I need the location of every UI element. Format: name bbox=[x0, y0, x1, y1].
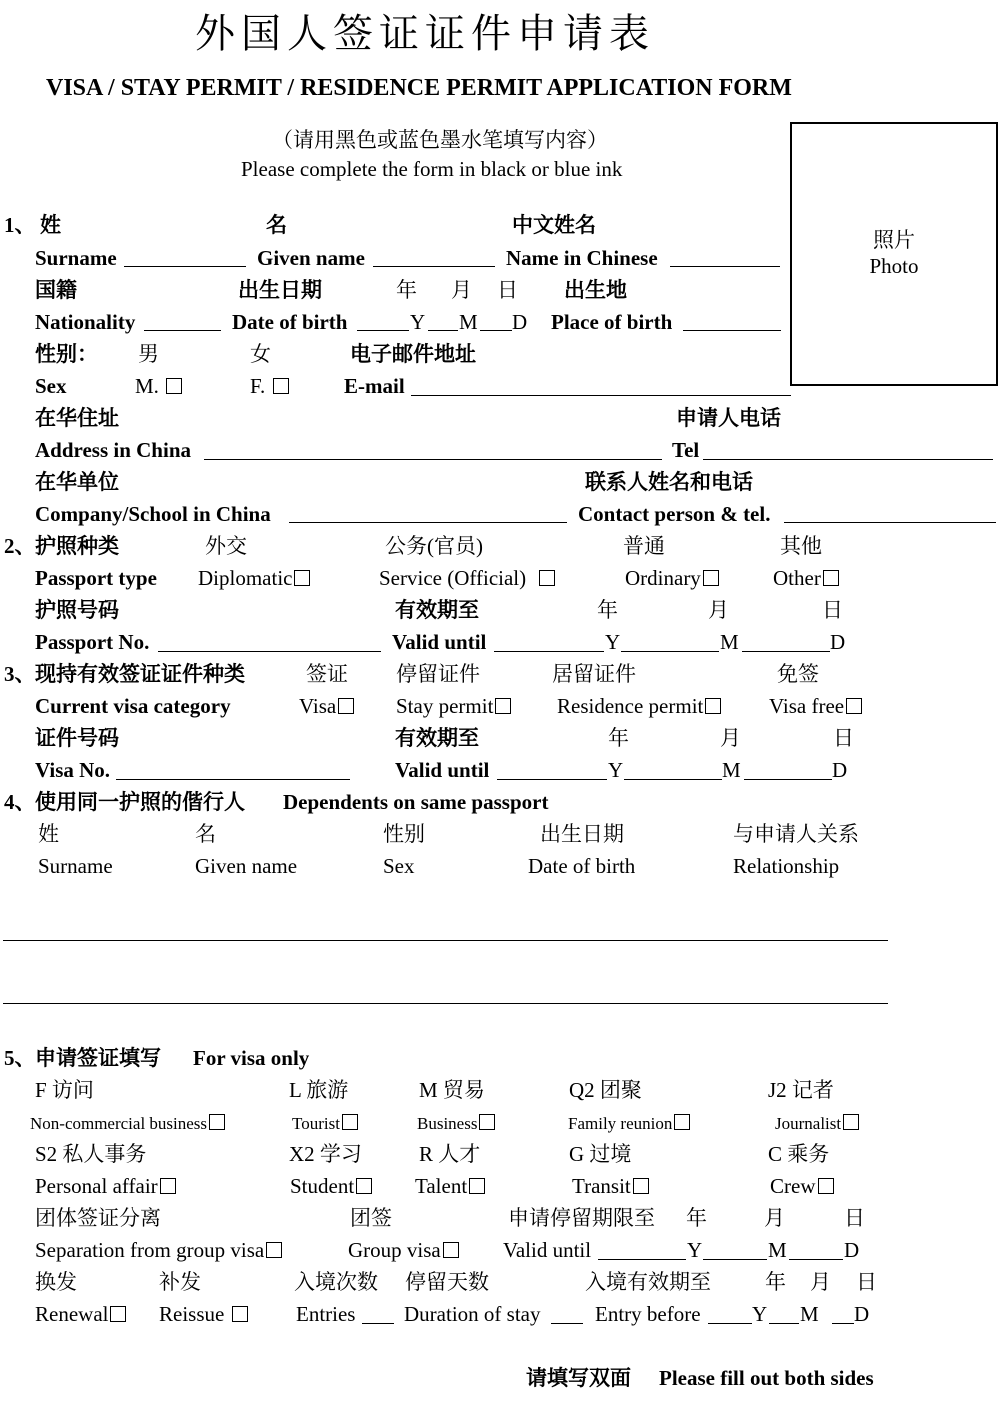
visa-only-title-cn: 申请签证填写 bbox=[35, 1046, 161, 1070]
chinese-name-label-cn: 中文姓名 bbox=[512, 213, 596, 237]
pob-label: Place of birth bbox=[551, 310, 673, 334]
m-visa-checkbox[interactable] bbox=[479, 1114, 495, 1130]
stay-m: M bbox=[768, 1238, 787, 1262]
q2-visa-option[interactable] bbox=[568, 1114, 690, 1132]
c-visa-checkbox[interactable] bbox=[818, 1178, 834, 1194]
surname-label: Surname bbox=[35, 246, 117, 270]
contact-label-cn: 联系人姓名和电话 bbox=[585, 470, 753, 494]
diplomatic-option[interactable] bbox=[198, 568, 310, 589]
visa-category-label-cn: 现持有效签证证件种类 bbox=[35, 662, 245, 686]
dep-surname-label: Surname bbox=[38, 854, 113, 878]
r-talent-cn: R 人才 bbox=[419, 1142, 481, 1166]
service-label: Service (Official) bbox=[379, 566, 527, 590]
sex-label: Sex bbox=[35, 374, 67, 398]
passport-valid-label-cn: 有效期至 bbox=[395, 598, 479, 622]
visa-label: Visa bbox=[299, 694, 337, 718]
visa-m: M bbox=[722, 758, 741, 782]
q2-family-cn: Q2 团聚 bbox=[569, 1078, 642, 1102]
section-3-number: 3、 bbox=[4, 662, 36, 686]
instruction-chinese: （请用黑色或蓝色墨水笔填写内容） bbox=[272, 128, 608, 152]
other-label: Other bbox=[773, 566, 821, 590]
residence-permit-option[interactable] bbox=[557, 696, 721, 717]
m-visa-label: Business bbox=[417, 1114, 478, 1133]
nationality-field[interactable] bbox=[144, 330, 221, 331]
male-label: M. bbox=[135, 374, 159, 398]
group-separation-cn: 团体签证分离 bbox=[35, 1206, 161, 1230]
passport-no-field[interactable] bbox=[158, 651, 381, 652]
visa-no-field[interactable] bbox=[116, 779, 350, 780]
address-label: Address in China bbox=[35, 438, 192, 462]
passport-type-label: Passport type bbox=[35, 566, 157, 590]
entry-d: D bbox=[854, 1302, 870, 1326]
s2-personal-cn: S2 私人事务 bbox=[35, 1142, 147, 1166]
visa-valid-year-field[interactable] bbox=[497, 779, 607, 780]
group-separation-checkbox[interactable] bbox=[266, 1242, 282, 1258]
diplomatic-label: Diplomatic bbox=[198, 566, 293, 590]
ordinary-label-cn: 普通 bbox=[623, 534, 665, 558]
service-label-cn: 公务(官员) bbox=[385, 534, 483, 558]
entries-field[interactable] bbox=[362, 1323, 394, 1324]
dep-relationship-label-cn: 与申请人关系 bbox=[733, 822, 859, 846]
visa-year-cn: 年 bbox=[608, 726, 629, 750]
contact-label: Contact person & tel. bbox=[578, 502, 771, 526]
passport-valid-month-field[interactable] bbox=[621, 651, 719, 652]
dob-month-field[interactable] bbox=[428, 330, 458, 331]
entries-label: Entries bbox=[296, 1302, 356, 1326]
renewal-label: Renewal bbox=[35, 1302, 109, 1326]
reissue-cn: 补发 bbox=[159, 1270, 201, 1294]
g-visa-checkbox[interactable] bbox=[633, 1178, 649, 1194]
surname-field[interactable] bbox=[124, 266, 246, 267]
passport-y: Y bbox=[605, 630, 621, 654]
male-option[interactable] bbox=[135, 376, 182, 397]
renewal-cn: 换发 bbox=[35, 1270, 77, 1294]
duration-field[interactable] bbox=[551, 1323, 583, 1324]
ordinary-option[interactable] bbox=[625, 568, 719, 589]
passport-year-cn: 年 bbox=[597, 598, 618, 622]
entry-year-field[interactable] bbox=[708, 1323, 752, 1324]
c-crew-cn: C 乘务 bbox=[768, 1142, 830, 1166]
visa-day-cn: 日 bbox=[833, 726, 854, 750]
photo-label-chinese: 照片 bbox=[873, 228, 915, 252]
visa-valid-month-field[interactable] bbox=[624, 779, 722, 780]
given-name-field[interactable] bbox=[373, 266, 495, 267]
ordinary-label: Ordinary bbox=[625, 566, 701, 590]
stay-permit-label-cn: 停留证件 bbox=[396, 662, 480, 686]
stay-permit-label: Stay permit bbox=[396, 694, 494, 718]
x2-visa-checkbox[interactable] bbox=[356, 1178, 372, 1194]
dep-dob-label: Date of birth bbox=[528, 854, 636, 878]
contact-field[interactable] bbox=[784, 522, 996, 523]
passport-valid-label: Valid until bbox=[392, 630, 487, 654]
stay-year-cn: 年 bbox=[686, 1206, 707, 1230]
dob-label: Date of birth bbox=[232, 310, 348, 334]
visa-no-label: Visa No. bbox=[35, 758, 111, 782]
group-visa-label: Group visa bbox=[348, 1238, 441, 1262]
entry-y: Y bbox=[752, 1302, 768, 1326]
j2-visa-label: Journalist bbox=[775, 1114, 842, 1133]
visa-free-option[interactable] bbox=[769, 696, 862, 717]
j2-journalist-cn: J2 记者 bbox=[768, 1078, 834, 1102]
form-title-english: VISA / STAY PERMIT / RESIDENCE PERMIT APPLICATION FORM bbox=[46, 75, 792, 101]
nationality-label-cn: 国籍 bbox=[35, 278, 77, 302]
dep-sex-label-cn: 性别 bbox=[383, 822, 425, 846]
stay-month-field[interactable] bbox=[703, 1259, 767, 1260]
passport-d: D bbox=[830, 630, 846, 654]
company-label-cn: 在华单位 bbox=[35, 470, 119, 494]
group-visa-checkbox[interactable] bbox=[443, 1242, 459, 1258]
stay-until-cn: 申请停留期限至 bbox=[508, 1206, 655, 1230]
stay-d: D bbox=[844, 1238, 860, 1262]
s2-visa-checkbox[interactable] bbox=[160, 1178, 176, 1194]
r-visa-checkbox[interactable] bbox=[469, 1178, 485, 1194]
visa-no-label-cn: 证件号码 bbox=[35, 726, 119, 750]
passport-month-cn: 月 bbox=[708, 598, 729, 622]
stay-year-field[interactable] bbox=[598, 1259, 686, 1260]
reissue-checkbox[interactable] bbox=[232, 1306, 248, 1322]
visa-d: D bbox=[832, 758, 848, 782]
section-2-number: 2、 bbox=[4, 534, 36, 558]
instruction-english: Please complete the form in black or blue ink bbox=[241, 157, 623, 181]
f-visa-option[interactable] bbox=[30, 1114, 225, 1132]
dob-day-cn: 日 bbox=[497, 278, 518, 302]
address-field[interactable] bbox=[204, 459, 662, 460]
ordinary-checkbox[interactable] bbox=[703, 570, 719, 586]
stay-day-cn: 日 bbox=[844, 1206, 865, 1230]
passport-no-label-cn: 护照号码 bbox=[35, 598, 119, 622]
group-separation-label: Separation from group visa bbox=[35, 1238, 265, 1262]
chinese-name-label: Name in Chinese bbox=[506, 246, 658, 270]
m-business-cn: M 贸易 bbox=[419, 1078, 485, 1102]
stay-valid-label: Valid until bbox=[503, 1238, 592, 1262]
other-label-cn: 其他 bbox=[780, 534, 822, 558]
visa-free-label: Visa free bbox=[769, 694, 845, 718]
service-option[interactable] bbox=[379, 568, 555, 589]
dob-year-field[interactable] bbox=[357, 330, 409, 331]
l-visa-option[interactable] bbox=[292, 1114, 358, 1132]
group-visa-option[interactable] bbox=[348, 1240, 459, 1261]
visa-free-label-cn: 免签 bbox=[777, 662, 819, 686]
section-5-number: 5、 bbox=[4, 1046, 36, 1070]
l-visa-label: Tourist bbox=[292, 1114, 340, 1133]
visa-valid-label: Valid until bbox=[395, 758, 490, 782]
entry-day-cn: 日 bbox=[856, 1270, 877, 1294]
passport-m: M bbox=[720, 630, 739, 654]
c-visa-option[interactable] bbox=[770, 1176, 834, 1197]
visa-valid-day-field[interactable] bbox=[744, 779, 832, 780]
address-label-cn: 在华住址 bbox=[35, 406, 119, 430]
passport-valid-day-field[interactable] bbox=[742, 651, 830, 652]
s2-visa-label: Personal affair bbox=[35, 1174, 158, 1198]
given-name-label-cn: 名 bbox=[266, 213, 287, 237]
s2-visa-option[interactable] bbox=[35, 1176, 176, 1197]
q2-visa-label: Family reunion bbox=[568, 1114, 673, 1133]
stay-month-cn: 月 bbox=[764, 1206, 785, 1230]
g-visa-option[interactable] bbox=[572, 1176, 649, 1197]
pob-field[interactable] bbox=[683, 330, 781, 331]
group-separation-option[interactable] bbox=[35, 1240, 282, 1261]
visa-checkbox[interactable] bbox=[338, 698, 354, 714]
dob-month-cn: 月 bbox=[451, 278, 472, 302]
nationality-label: Nationality bbox=[35, 310, 136, 334]
residence-permit-label-cn: 居留证件 bbox=[552, 662, 636, 686]
visa-label-cn: 签证 bbox=[306, 662, 348, 686]
photo-box[interactable] bbox=[790, 122, 998, 386]
entry-month-field[interactable] bbox=[769, 1323, 799, 1324]
dob-label-cn: 出生日期 bbox=[238, 278, 322, 302]
r-visa-label: Talent bbox=[415, 1174, 468, 1198]
female-label: F. bbox=[250, 374, 266, 398]
entry-year-cn: 年 bbox=[765, 1270, 786, 1294]
duration-cn: 停留天数 bbox=[405, 1270, 489, 1294]
email-label-cn: 电子邮件地址 bbox=[350, 342, 476, 366]
sex-label-cn: 性别： bbox=[35, 342, 98, 366]
x2-visa-label: Student bbox=[290, 1174, 355, 1198]
entry-day-field[interactable] bbox=[832, 1323, 854, 1324]
visa-y: Y bbox=[608, 758, 624, 782]
j2-visa-option[interactable] bbox=[775, 1114, 859, 1132]
g-visa-label: Transit bbox=[572, 1174, 631, 1198]
email-field[interactable] bbox=[411, 395, 791, 396]
r-visa-option[interactable] bbox=[415, 1176, 485, 1197]
j2-visa-checkbox[interactable] bbox=[843, 1114, 859, 1130]
visa-month-cn: 月 bbox=[720, 726, 741, 750]
reissue-option[interactable] bbox=[159, 1304, 248, 1325]
reissue-label: Reissue bbox=[159, 1302, 225, 1326]
male-checkbox[interactable] bbox=[166, 378, 182, 394]
service-checkbox[interactable] bbox=[539, 570, 555, 586]
visa-option[interactable] bbox=[299, 696, 354, 717]
f-visa-checkbox[interactable] bbox=[209, 1114, 225, 1130]
email-label: E-mail bbox=[344, 374, 405, 398]
dependent-row-1-line[interactable] bbox=[3, 940, 888, 941]
footer-note: Please fill out both sides bbox=[659, 1366, 874, 1390]
tel-label: Tel bbox=[672, 438, 700, 462]
renewal-checkbox[interactable] bbox=[110, 1306, 126, 1322]
l-tourist-cn: L 旅游 bbox=[289, 1078, 349, 1102]
dep-given-label-cn: 名 bbox=[195, 822, 216, 846]
passport-valid-year-field[interactable] bbox=[494, 651, 604, 652]
renewal-option[interactable] bbox=[35, 1304, 126, 1325]
pob-label-cn: 出生地 bbox=[564, 278, 627, 302]
female-label-cn: 女 bbox=[250, 342, 271, 366]
dependents-title: Dependents on same passport bbox=[283, 790, 549, 814]
entry-before-cn: 入境有效期至 bbox=[585, 1270, 711, 1294]
stay-permit-checkbox[interactable] bbox=[495, 698, 511, 714]
dep-relationship-label: Relationship bbox=[733, 854, 840, 878]
diplomatic-label-cn: 外交 bbox=[205, 534, 247, 558]
passport-type-label-cn: 护照种类 bbox=[35, 534, 119, 558]
female-option[interactable] bbox=[250, 376, 289, 397]
residence-permit-label: Residence permit bbox=[557, 694, 704, 718]
entry-before-label: Entry before bbox=[595, 1302, 701, 1326]
entries-cn: 入境次数 bbox=[294, 1270, 378, 1294]
surname-label-cn: 姓 bbox=[40, 213, 61, 237]
l-visa-checkbox[interactable] bbox=[342, 1114, 358, 1130]
dep-given-label: Given name bbox=[195, 854, 298, 878]
dob-year-cn: 年 bbox=[396, 278, 417, 302]
f-visa-label: Non-commercial business bbox=[30, 1114, 208, 1133]
dep-sex-label: Sex bbox=[383, 854, 415, 878]
stay-day-field[interactable] bbox=[789, 1259, 843, 1260]
section-1-number: 1、 bbox=[4, 213, 36, 237]
entry-m: M bbox=[800, 1302, 819, 1326]
passport-day-cn: 日 bbox=[822, 598, 843, 622]
footer-note-cn: 请填写双面 bbox=[526, 1366, 631, 1390]
g-transit-cn: G 过境 bbox=[569, 1142, 632, 1166]
stay-permit-option[interactable] bbox=[396, 696, 511, 717]
male-label-cn: 男 bbox=[138, 342, 159, 366]
stay-y: Y bbox=[687, 1238, 703, 1262]
visa-valid-label-cn: 有效期至 bbox=[395, 726, 479, 750]
tel-label-cn: 申请人电话 bbox=[676, 406, 781, 430]
dependents-title-cn: 使用同一护照的偕行人 bbox=[35, 790, 245, 814]
female-checkbox[interactable] bbox=[273, 378, 289, 394]
residence-permit-checkbox[interactable] bbox=[705, 698, 721, 714]
q2-visa-checkbox[interactable] bbox=[674, 1114, 690, 1130]
c-visa-label: Crew bbox=[770, 1174, 816, 1198]
photo-label-english: Photo bbox=[869, 254, 919, 278]
dob-d: D bbox=[512, 310, 528, 334]
passport-no-label: Passport No. bbox=[35, 630, 150, 654]
f-visit-cn: F 访问 bbox=[35, 1078, 94, 1102]
diplomatic-checkbox[interactable] bbox=[294, 570, 310, 586]
form-title-chinese: 外国人签证证件申请表 bbox=[195, 11, 655, 57]
dep-dob-label-cn: 出生日期 bbox=[540, 822, 624, 846]
chinese-name-field[interactable] bbox=[670, 266, 780, 267]
x2-visa-option[interactable] bbox=[290, 1176, 372, 1197]
company-label: Company/School in China bbox=[35, 502, 271, 526]
given-name-label: Given name bbox=[257, 246, 365, 270]
dob-m: M bbox=[459, 310, 478, 334]
entry-month-cn: 月 bbox=[810, 1270, 831, 1294]
dob-y: Y bbox=[410, 310, 426, 334]
group-visa-cn: 团签 bbox=[350, 1206, 392, 1230]
visa-category-label: Current visa category bbox=[35, 694, 231, 718]
other-checkbox[interactable] bbox=[823, 570, 839, 586]
m-visa-option[interactable] bbox=[417, 1114, 495, 1132]
visa-only-title: For visa only bbox=[193, 1046, 310, 1070]
duration-label: Duration of stay bbox=[404, 1302, 541, 1326]
tel-field[interactable] bbox=[703, 459, 993, 460]
company-field[interactable] bbox=[289, 522, 567, 523]
dep-surname-label-cn: 姓 bbox=[38, 822, 59, 846]
x2-student-cn: X2 学习 bbox=[289, 1142, 362, 1166]
visa-free-checkbox[interactable] bbox=[846, 698, 862, 714]
other-option[interactable] bbox=[773, 568, 839, 589]
dob-day-field[interactable] bbox=[480, 330, 512, 331]
dependent-row-2-line[interactable] bbox=[3, 1003, 888, 1004]
section-4-number: 4、 bbox=[4, 790, 36, 814]
